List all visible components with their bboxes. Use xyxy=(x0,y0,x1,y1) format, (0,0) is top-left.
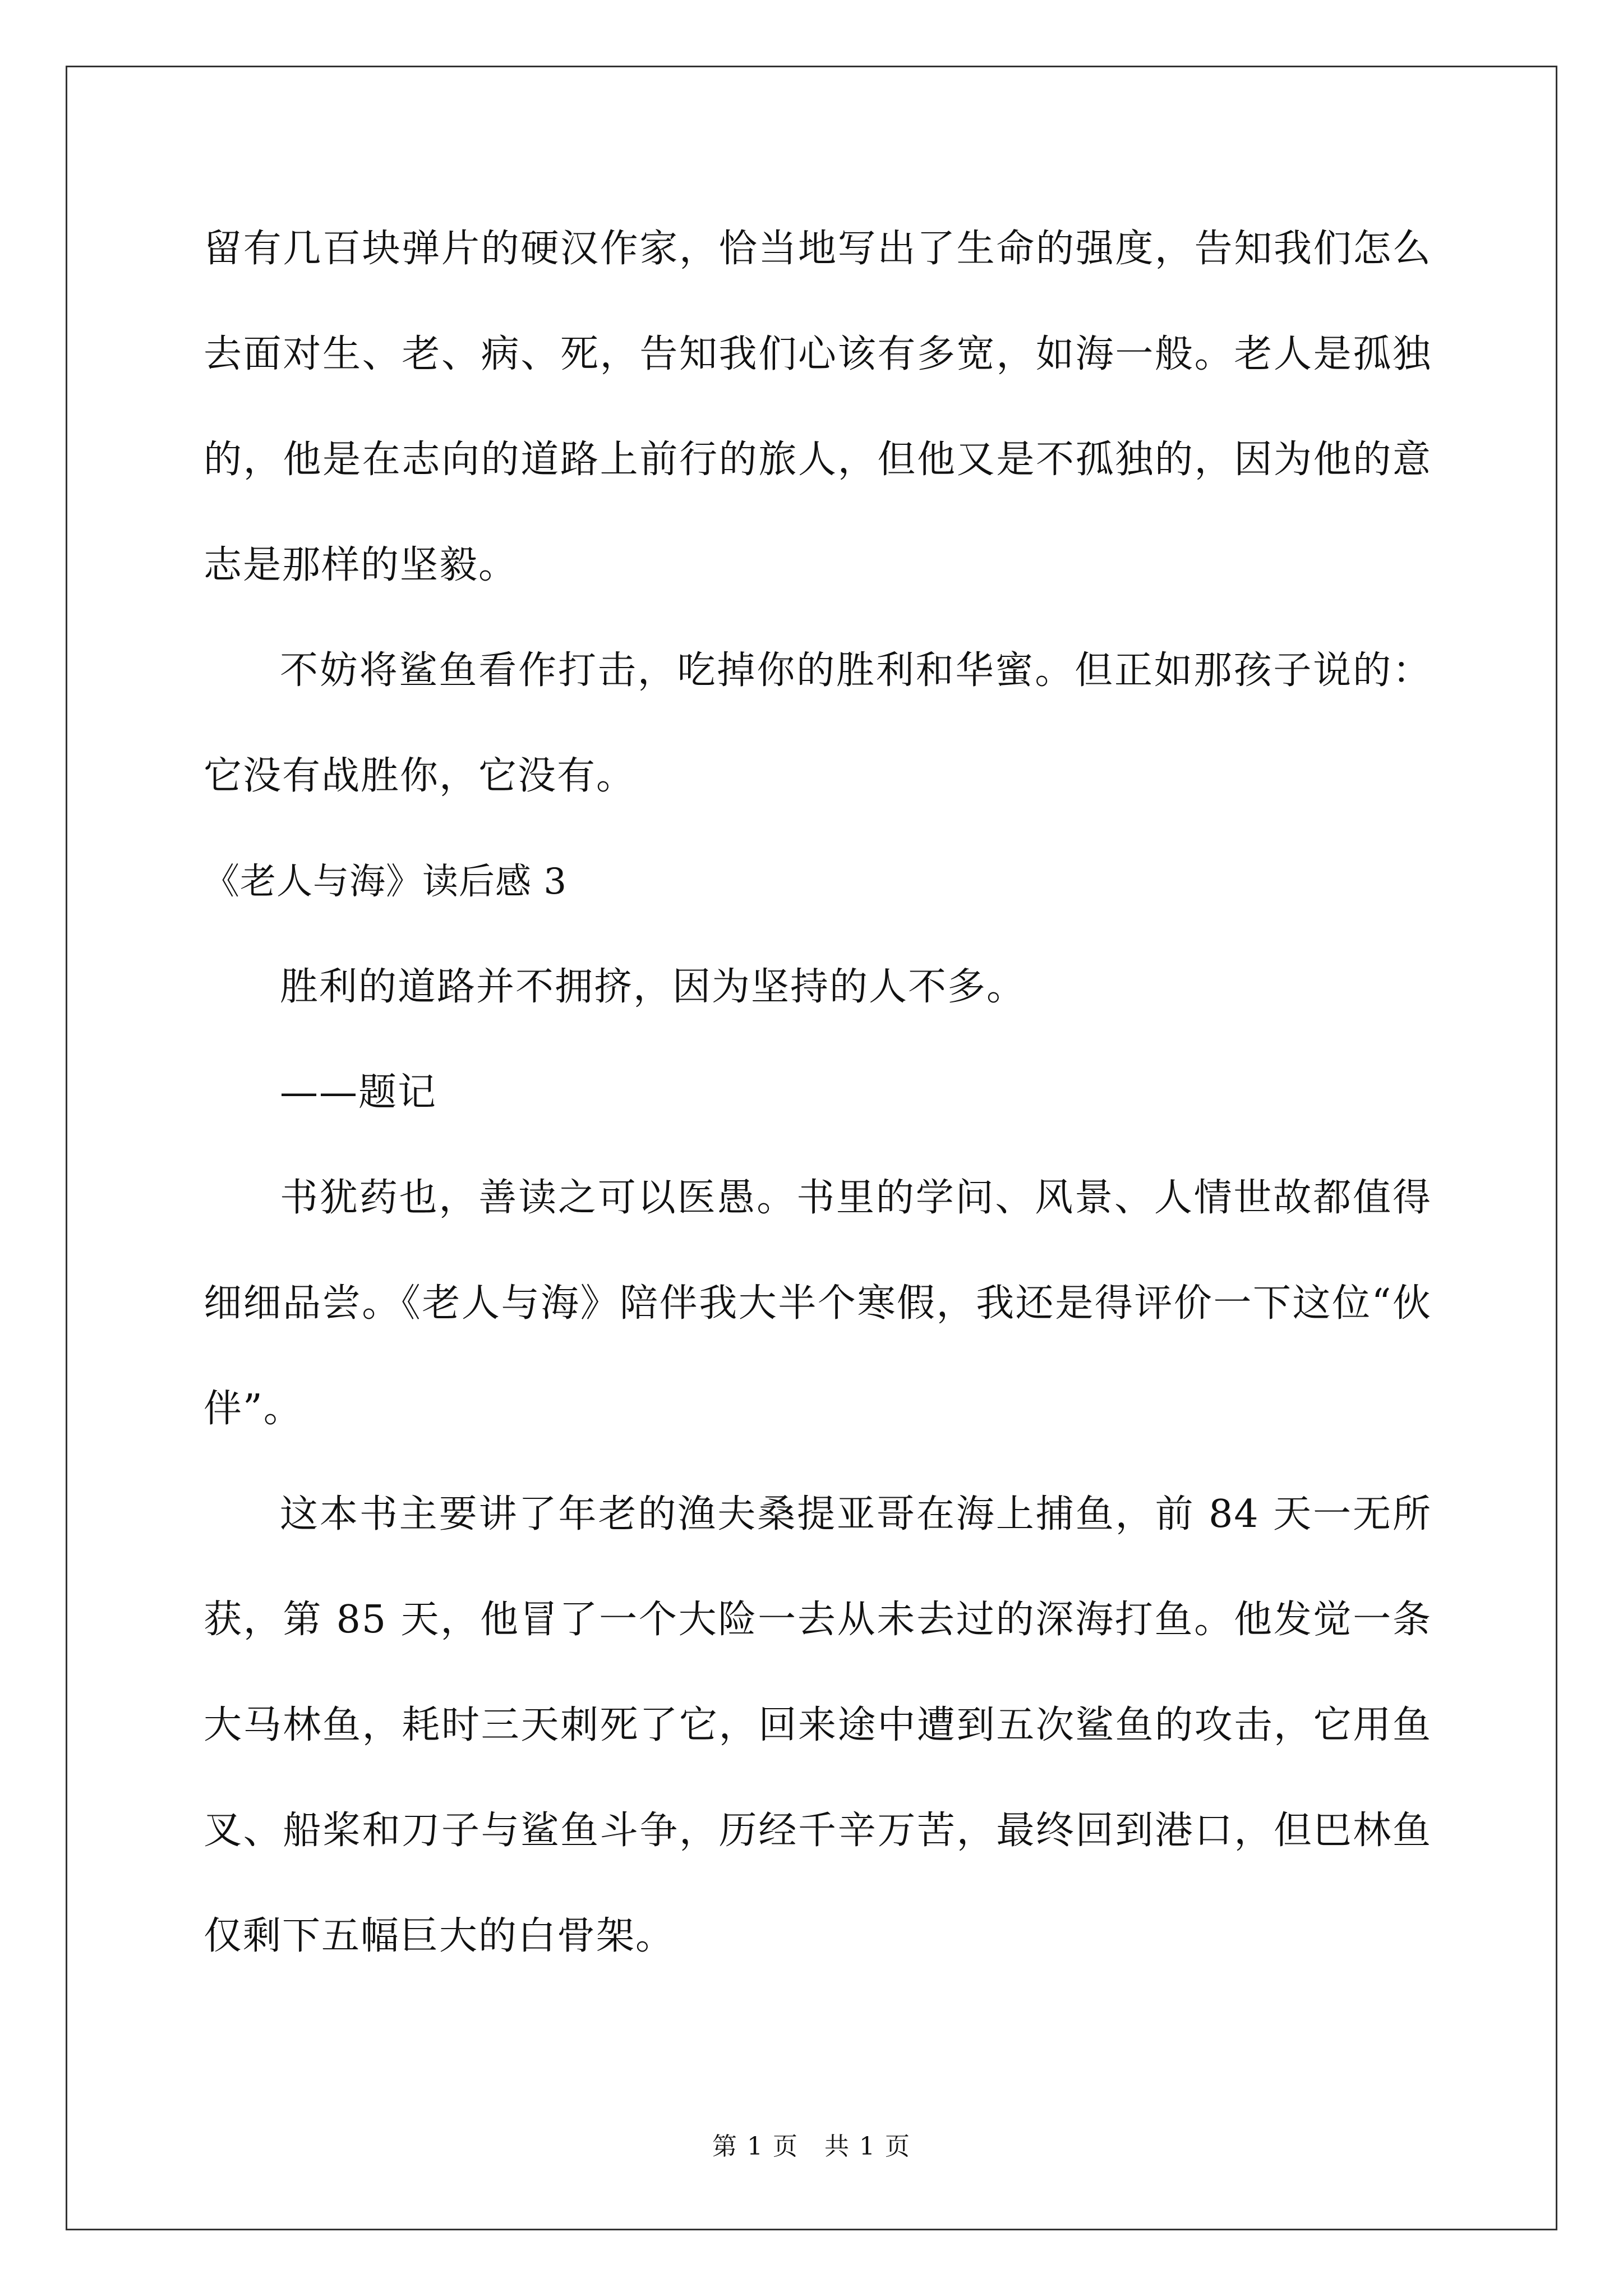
paragraph-2: 不妨将鲨鱼看作打击，吃掉你的胜利和华蜜。但正如那孩子说的：它没有战胜你，它没有。 xyxy=(204,648,1432,798)
paragraph-4: 这本书主要讲了年老的渔夫桑提亚哥在海上捕鱼，前 84 天一无所获，第 85 天，他冒了一个大险一去从未去过的深海打鱼。他发觉一条大马林鱼，耗时三天刺死了它，回来途中遭到五次鲨鱼的攻击，它用鱼叉、船桨和刀子与鲨鱼斗争，历经千辛万苦，最终回到港口，但巴林鱼仅剩下五幅巨大的白骨架。 xyxy=(204,1492,1432,1958)
epigraph: 胜利的道路并不拥挤，因为坚持的人不多。 xyxy=(280,965,1026,1009)
document-body xyxy=(204,196,1432,1989)
page-footer: 第 1 页 共 1 页 xyxy=(712,2132,911,2161)
paragraph-1: 留有几百块弹片的硬汉作家，恰当地写出了生命的强度，告知我们怎么去面对生、老、病、死，告知我们心该有多宽，如海一般。老人是孤独的，他是在志向的道路上前行的旅人，但他又是不孤独的，因为他的意志是那样的坚毅。 xyxy=(204,227,1432,587)
section-heading: 《老人与海》读后感 3 xyxy=(204,861,568,903)
epigraph-attribution: ——题记 xyxy=(280,1070,437,1115)
paragraph-3: 书犹药也，善读之可以医愚。书里的学问、风景、人情世故都值得细细品尝。《老人与海》陪伴我大半个寒假，我还是得评价一下这位“伙伴”。 xyxy=(204,1176,1432,1431)
